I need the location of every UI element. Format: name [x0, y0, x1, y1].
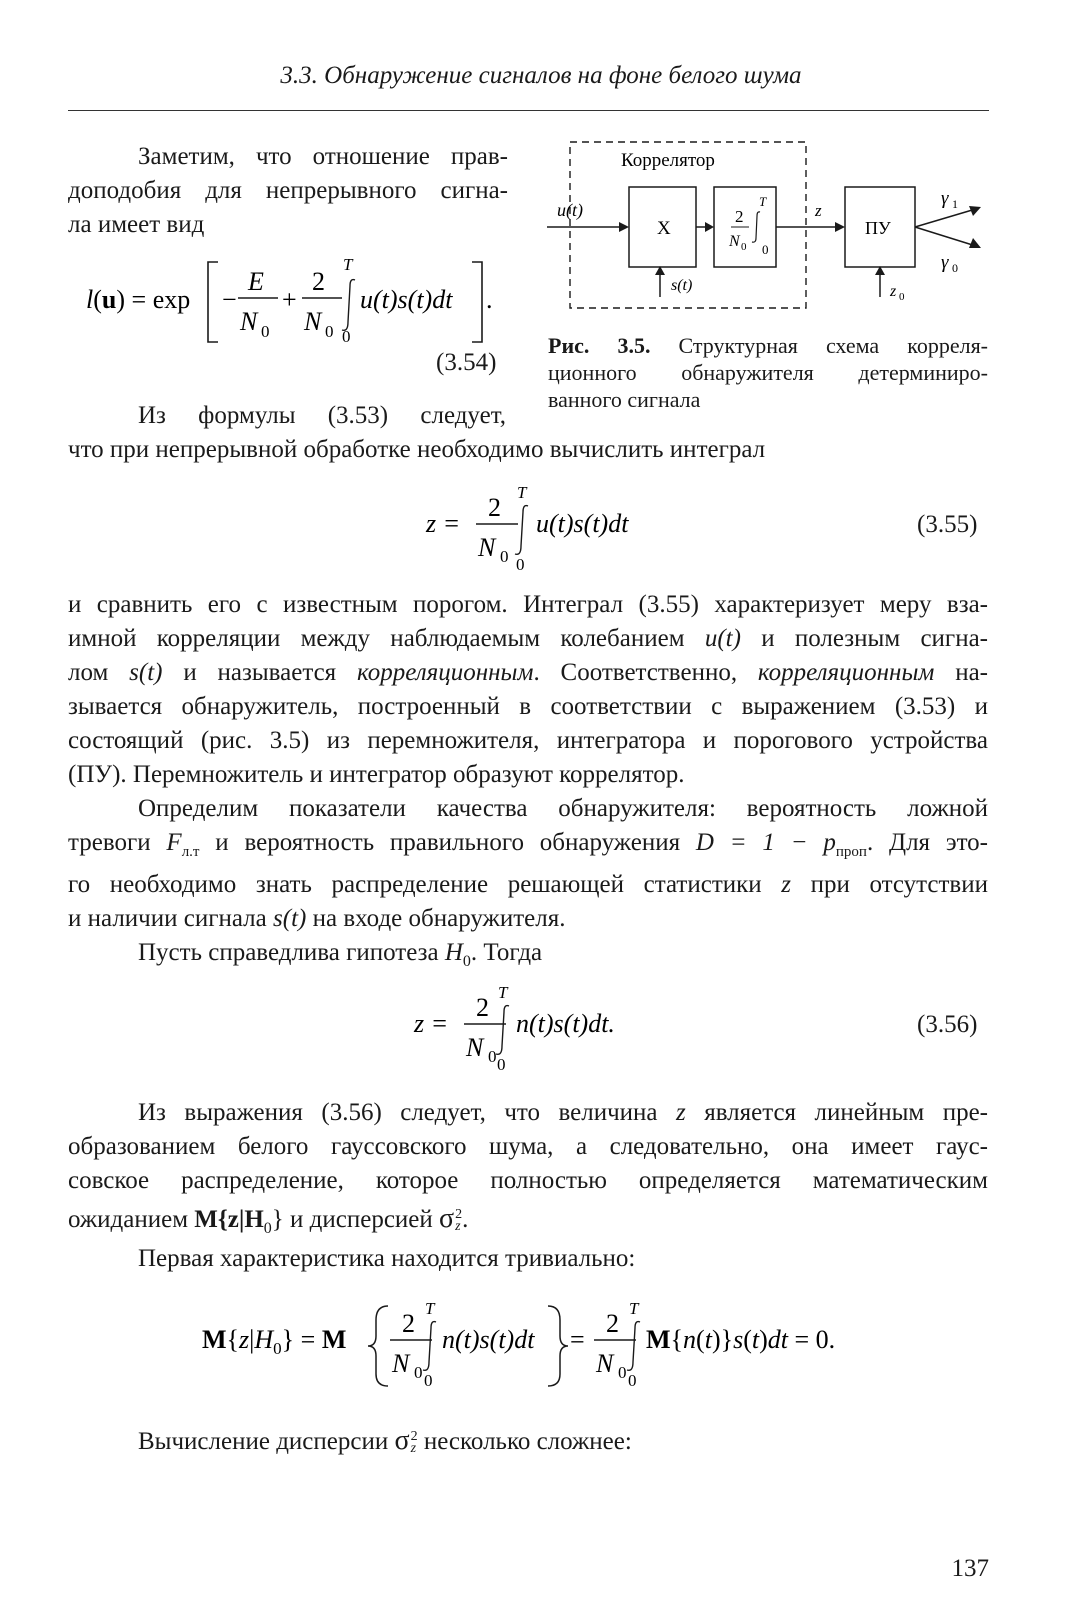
- z0-sub: 0: [899, 291, 905, 303]
- para4-line-1: Из выражения (3.56) следует, что величина z является линейным пре-: [138, 1099, 989, 1126]
- eq354-N-1: N: [240, 307, 258, 336]
- plus-sign: +: [282, 285, 297, 314]
- eq354-number: (3.54): [436, 349, 497, 376]
- eqM-integral-1: [423, 1322, 436, 1371]
- para1-line-5: состоящий (рис. 3.5) из перемножителя, интегратора и порогового устройства: [68, 727, 988, 754]
- para1-line-6: (ПУ). Перемножитель и интегратор образуют коррелятор.: [68, 761, 685, 788]
- equation-3-56: [408, 980, 668, 1075]
- equation-mean: [198, 1296, 878, 1394]
- header-rule: [68, 110, 989, 111]
- eqM-N-2: N: [596, 1349, 614, 1378]
- page-number: 137: [951, 1555, 989, 1582]
- eq356-N: N: [466, 1033, 484, 1062]
- eq356-number: (3.56): [917, 1011, 978, 1038]
- eq356-lower-0: 0: [497, 1055, 506, 1074]
- eq356-N-sub: 0: [488, 1047, 497, 1066]
- gamma1-branch: [915, 208, 979, 227]
- caption-line-2: ционного обнаружителя детерминиро-: [548, 360, 988, 385]
- eqM-equals: =: [570, 1325, 585, 1354]
- eqM-inner-2: M{n(t)}s(t)dt = 0.: [646, 1325, 836, 1354]
- eq354-sub0-1: 0: [261, 322, 270, 341]
- eqM-N-sub-2: 0: [618, 1363, 627, 1382]
- para1-line-3: лом s(t) и называется корреляционным. Соответственно, корреляционным на-: [68, 659, 988, 686]
- z0-label: z: [890, 283, 897, 300]
- para1-line-1: и сравнить его с известным порогом. Интеграл (3.55) характеризует меру вза-: [68, 591, 988, 618]
- eq354-E: E: [248, 267, 264, 296]
- eqM-T-1: T: [425, 1299, 435, 1318]
- eq354-upper-T: T: [343, 255, 353, 274]
- para4-line-2: образованием белого гауссовского шума, а следовательно, она имеет гаус-: [68, 1133, 988, 1160]
- mult-to-int-arrowhead: [705, 222, 714, 232]
- para1-line-4: зывается обнаружитель, построенный в соответствии с выражением (3.53) и: [68, 693, 988, 720]
- eq355-upper-T: T: [517, 483, 527, 502]
- gamma1-label: γ: [941, 188, 949, 209]
- integrator-N: N: [729, 233, 740, 250]
- integrator-zero: 0: [762, 242, 769, 257]
- para4-line-4: ожиданием $M\{z|H_0\}$ и дисперсией σ 2 z .: [68, 1203, 469, 1237]
- equation-3-54: [80, 250, 520, 350]
- eqM-lhs: $M\{z|H_0\} = M$: [202, 1325, 347, 1358]
- figure-caption: [548, 332, 988, 413]
- eqM-zero-2: 0: [628, 1371, 637, 1390]
- eq356-two: 2: [476, 993, 489, 1022]
- input-arrowhead: [619, 222, 629, 232]
- caption-line-3: ванного сигнала: [548, 387, 701, 412]
- eqM-two-1: 2: [402, 1309, 415, 1338]
- int-to-threshold-arrowhead: [835, 222, 845, 232]
- running-header: 3.3. Обнаружение сигналов на фоне белого шума: [280, 62, 802, 89]
- eqM-inner-1: n(t)s(t)dt: [442, 1325, 535, 1354]
- eq356-integrand: n(t)s(t)dt.: [516, 1009, 615, 1038]
- para2-line-3: го необходимо знать распределение решающей статистики z при отсутствии: [68, 871, 988, 898]
- eq355-lower-0: 0: [516, 555, 525, 574]
- intro-line-2: доподобия для непрерывного сигна-: [68, 177, 508, 204]
- figure-3-5-diagram: [545, 132, 990, 317]
- s-label: s(t): [671, 277, 693, 294]
- z-label: z: [815, 201, 822, 220]
- para5-line: Первая характеристика находится тривиально:: [138, 1245, 636, 1272]
- eq354-N-2: N: [304, 307, 322, 336]
- minus-sign: −: [222, 285, 237, 314]
- equation-3-55: [420, 480, 680, 575]
- eq355-integral: [515, 506, 528, 555]
- correlator-label: Коррелятор: [621, 150, 715, 171]
- eq354-two: 2: [312, 267, 325, 296]
- gamma0-branch: [915, 227, 979, 247]
- eq354-sub0-2: 0: [325, 322, 334, 341]
- after-eq354-line-2: что при непрерывной обработке необходимо вычислить интеграл: [68, 436, 766, 463]
- eq355-two: 2: [488, 493, 501, 522]
- eqM-right-brace: [548, 1306, 568, 1386]
- intro-line-3: ла имеет вид: [68, 211, 205, 238]
- right-bracket: [472, 262, 482, 342]
- eq356-integral: [496, 1006, 509, 1055]
- para3-line: Пусть справедлива гипотеза $H_0$. Тогда: [138, 939, 543, 970]
- eqM-left-brace: [368, 1306, 388, 1386]
- last-line: Вычисление дисперсии σ 2 z несколько сложнее:: [138, 1425, 632, 1457]
- caption-line-1: [548, 332, 988, 359]
- eq356-lhs: z =: [414, 1009, 449, 1038]
- caption-text-1: Структурная схема корреля-: [678, 333, 989, 358]
- para2-line-2: тревоги $F_{л.т}$ и вероятность правильного обнаружения $D = 1 - p_{проп}$. Для это-: [68, 829, 989, 860]
- eqM-integral-2: [627, 1322, 640, 1371]
- integrator-T: T: [759, 194, 767, 209]
- eq355-N-sub: 0: [500, 547, 509, 566]
- para1-line-2: имной корреляции между наблюдаемым колебанием u(t) и полезным сигна-: [68, 625, 988, 652]
- eq354-integrand: u(t)s(t)dt: [360, 285, 453, 314]
- threshold-label: ПУ: [865, 218, 891, 238]
- intro-line-1: Заметим, что отношение прав-: [138, 143, 508, 170]
- eq355-N: N: [478, 533, 496, 562]
- eq354-lower-0: 0: [342, 327, 351, 346]
- gamma0-arrowhead: [969, 238, 981, 248]
- multiplier-label: X: [657, 218, 671, 239]
- gamma0-label: γ: [941, 252, 949, 273]
- integrator-N-sub: 0: [741, 241, 747, 253]
- eq354-period: .: [486, 285, 493, 314]
- eq355-integrand: u(t)s(t)dt: [536, 509, 629, 538]
- para2-line-1: Определим показатели качества обнаружителя: вероятность ложной: [138, 795, 988, 822]
- gamma1-sub: 1: [952, 197, 958, 211]
- eqM-N-sub-1: 0: [414, 1363, 423, 1382]
- input-label: u(t): [557, 200, 583, 220]
- left-bracket: [208, 262, 218, 342]
- eq354-lhs: l(u) = exp: [86, 285, 191, 314]
- integral-sign: [342, 280, 355, 331]
- integrator-two: 2: [735, 207, 744, 226]
- para2-line-4: и наличии сигнала s(t) на входе обнаружителя.: [68, 905, 566, 932]
- eq355-lhs: z =: [426, 509, 461, 538]
- eqM-N-1: N: [392, 1349, 410, 1378]
- caption-label: Рис. 3.5.: [548, 333, 651, 358]
- gamma0-sub: 0: [952, 261, 958, 275]
- eqM-T-2: T: [629, 1299, 639, 1318]
- eq356-upper-T: T: [498, 983, 508, 1002]
- eqM-two-2: 2: [606, 1309, 619, 1338]
- eq355-number: (3.55): [917, 511, 978, 538]
- para4-line-3: совское распределение, которое полностью определяется математическим: [68, 1167, 988, 1194]
- eqM-zero-1: 0: [424, 1371, 433, 1390]
- after-eq354-line-1: Из формулы (3.53) следует,: [138, 402, 506, 429]
